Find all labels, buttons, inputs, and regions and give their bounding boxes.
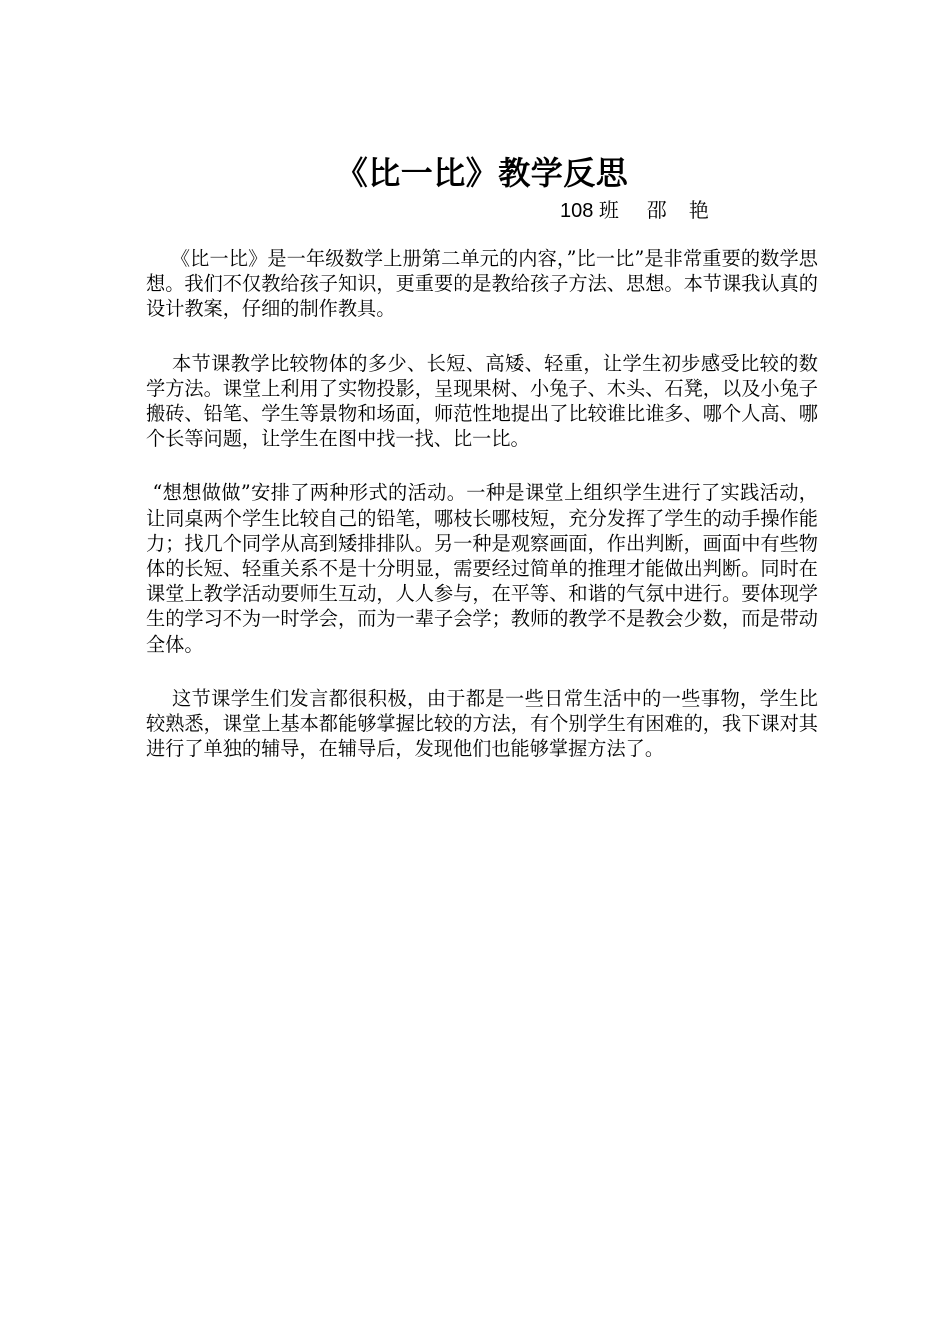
- document-title: 《比一比》教学反思: [335, 154, 629, 192]
- paragraph: “想想做做”安排了两种形式的活动。一种是课堂上组织学生进行了实践活动，让同桌两个学生比较自己的铅笔，哪枝长哪枝短，充分发挥了学生的动手操作能力；找几个同学从高到矮排排队。另一种是观察画面，作出判断，画面中有些物体的长短、轻重关系不是十分明显，需要经过简单的推理才能做出判断。同时在课堂上教学活动要师生互动，人人参与，在平等、和谐的气氛中进行。要体现学生的学习不为一时学会，而为一辈子会学；教师的教学不是教会少数，而是带动全体。: [146, 481, 818, 656]
- paragraph: 本节课教学比较物体的多少、长短、高矮、轻重，让学生初步感受比较的数学方法。课堂上利用了实物投影，呈现果树、小兔子、木头、石凳，以及小兔子搬砖、铅笔、学生等景物和场面，师范性地提出了比较谁比谁多、哪个人高、哪个长等问题，让学生在图中找一找、比一比。: [146, 351, 818, 451]
- document-body: [146, 246, 818, 790]
- paragraph: 这节课学生们发言都很积极，由于都是一些日常生活中的一些事物，学生比较熟悉，课堂上基本都能够掌握比较的方法，有个别学生有困难的，我下课对其进行了单独的辅导，在辅导后，发现他们也能够掌握方法了。: [146, 686, 818, 761]
- author-line: 108 班 邵 艳: [560, 200, 709, 222]
- paragraph: 《比一比》是一年级数学上册第二单元的内容，”比一比”是非常重要的数学思想。我们不仅教给孩子知识，更重要的是教给孩子方法、思想。本节课我认真的设计教案，仔细的制作教具。: [146, 247, 818, 321]
